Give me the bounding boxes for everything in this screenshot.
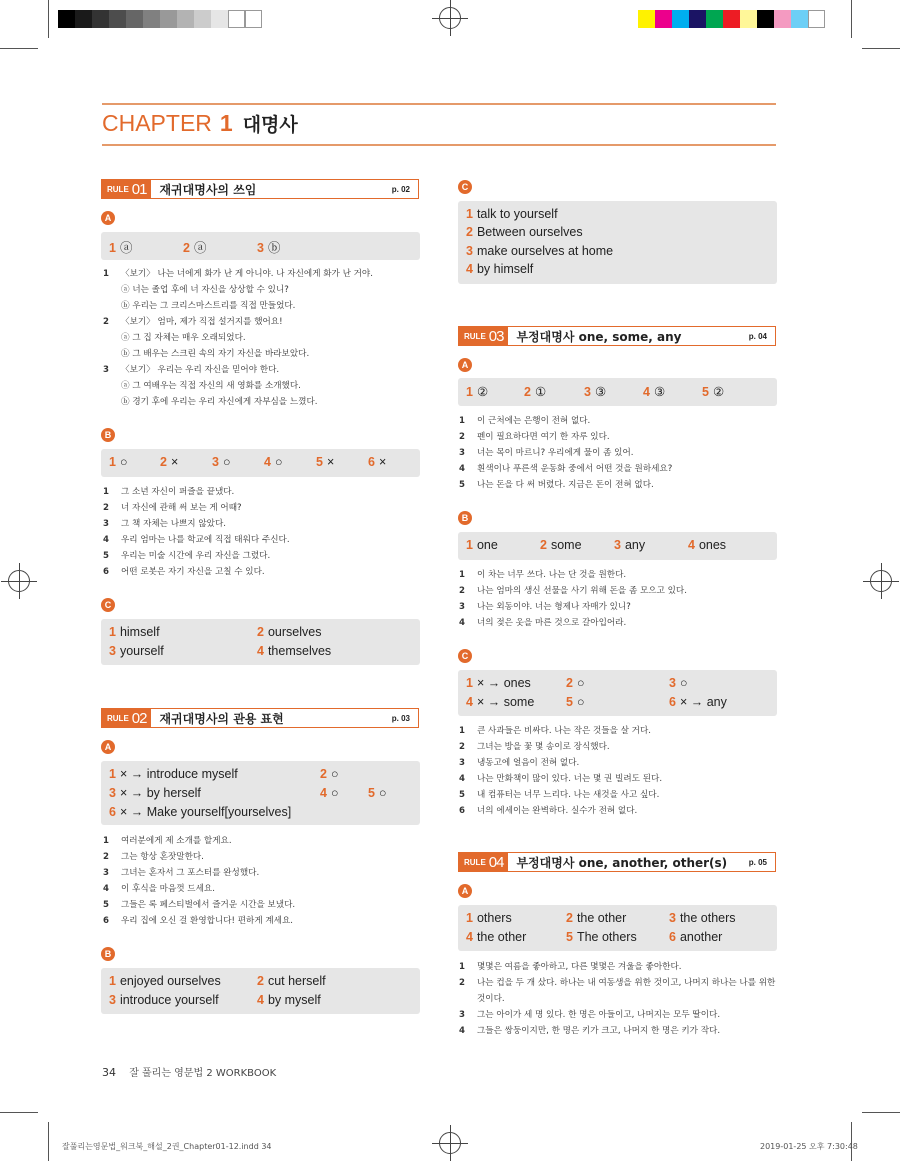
answer: 4 ○: [264, 455, 283, 469]
explanation-item: 3 그녀는 혼자서 그 포스터를 완성했다.: [103, 868, 260, 878]
answer: 4 ones: [688, 538, 727, 552]
answer: 5 The others: [566, 930, 637, 944]
explanation-list: [459, 567, 687, 631]
answer: 4 ③: [643, 385, 666, 399]
explanation-item: ⓑ 우리는 그 크리스마스트리를 직접 만들었다.: [121, 301, 296, 311]
answer: 2 ourselves: [257, 625, 322, 639]
explanation-list: [103, 833, 295, 929]
print-slug-file: 잘풀리는영문법_워크북_해설_2권_Chapter01-12.indd 34: [62, 1142, 272, 1151]
answer: 1 himself: [109, 625, 160, 639]
page-footer: [102, 1064, 276, 1079]
explanation-item: 3 냉동고에 얼음이 전혀 없다.: [459, 758, 580, 768]
answer: 1 ②: [466, 385, 489, 399]
explanation-item: 3 그 책 자체는 나쁘지 않았다.: [103, 519, 226, 529]
chapter-number: 1: [219, 110, 233, 136]
explanation-item: 3 〈보기〉 우리는 우리 자신을 믿어야 한다.: [103, 365, 280, 375]
explanation-item: ⓑ 그 배우는 스크린 속의 자기 자신을 바라보았다.: [121, 349, 310, 359]
rule-01-header: [101, 179, 419, 199]
answer: 2 ○: [320, 767, 339, 781]
explanation-item: 5 내 컴퓨터는 너무 느리다. 나는 새것을 사고 싶다.: [459, 790, 660, 800]
page-number: 34: [102, 1066, 116, 1079]
rule-title: 부정대명사 one, some, any: [516, 329, 682, 344]
explanation-item: 2 〈보기〉 엄마, 제가 직접 설거지를 했어요!: [103, 317, 283, 327]
answer: 6 × → Make yourself[yourselves]: [109, 805, 292, 819]
answer: 6 another: [669, 930, 723, 944]
crop-mark: [851, 0, 852, 38]
answer: 1 ⓐ: [109, 241, 133, 255]
answer: 3 the others: [669, 911, 736, 925]
answer: 1 others: [466, 911, 512, 925]
section-a-badge: A: [458, 884, 472, 898]
answer: 3 × → by herself: [109, 786, 201, 800]
book-title: 잘 풀리는 영문법 2 WORKBOOK: [129, 1068, 277, 1079]
rule-02-header: [101, 708, 419, 728]
rule-page: p. 04: [748, 331, 767, 341]
answer: 2 ×: [160, 455, 179, 469]
chapter-word: CHAPTER: [102, 110, 212, 136]
answer: 3 introduce yourself: [109, 993, 219, 1007]
answer: 2 Between ourselves: [466, 225, 583, 239]
answer: 4 ○: [320, 786, 339, 800]
explanation-item: 4 우리 엄마는 나를 학교에 직접 태워다 주신다.: [103, 535, 290, 545]
section-c-badge: C: [101, 598, 115, 612]
section-b-badge: B: [101, 947, 115, 961]
crop-mark: [0, 1112, 38, 1113]
explanation-item: 4 너의 젖은 옷을 마른 것으로 갈아입어라.: [459, 618, 627, 628]
rule-tag: RULE 02: [102, 709, 151, 727]
registration-mark-icon: [8, 570, 30, 592]
answer: 1 × → introduce myself: [109, 767, 238, 781]
section-a-badge: A: [101, 211, 115, 225]
answer: 5 ○: [368, 786, 387, 800]
chapter-rule-top: [102, 103, 776, 105]
print-slug-date: 2019-01-25 오후 7:30:48: [760, 1142, 858, 1151]
explanation-item: 3 너는 목이 마르니? 우리에게 물이 좀 있어.: [459, 448, 634, 458]
explanation-item: 2 너 자신에 관해 써 보는 게 어때?: [103, 503, 242, 513]
registration-mark-icon: [439, 1132, 461, 1154]
answer: 4 by himself: [466, 262, 534, 276]
answer: 1 one: [466, 538, 498, 552]
rule-03-header: [458, 326, 776, 346]
explanation-item: 1 이 차는 너무 쓰다. 나는 단 것을 원한다.: [459, 570, 627, 580]
explanation-item: ⓑ 경기 후에 우리는 우리 자신에게 자부심을 느꼈다.: [121, 397, 318, 407]
section-a-badge: A: [101, 740, 115, 754]
answer: 3 yourself: [109, 644, 164, 658]
answer: 3 make ourselves at home: [466, 244, 614, 258]
explanation-list: [103, 266, 373, 410]
explanation-item: 4 이 후식을 마음껏 드세요.: [103, 884, 215, 894]
answer: 2 cut herself: [257, 974, 326, 988]
crop-mark: [48, 0, 49, 38]
registration-mark-icon: [870, 570, 892, 592]
grayscale-swatches: [58, 10, 262, 28]
answer: 2 ○: [566, 676, 585, 690]
crop-mark: [862, 48, 900, 49]
answer: 2 the other: [566, 911, 627, 925]
explanation-list: [459, 413, 672, 493]
explanation-item: 1 〈보기〉 나는 너에게 화가 난 게 아니야. 나 자신에게 화가 난 거야.: [103, 269, 373, 279]
rule-page: p. 03: [391, 713, 410, 723]
answer: 3 ○: [212, 455, 231, 469]
answer: 5 ②: [702, 385, 725, 399]
explanation-item: 4 나는 만화책이 많이 있다. 너는 몇 권 빌려도 된다.: [459, 774, 663, 784]
answer: 2 ⓐ: [183, 241, 207, 255]
crop-mark: [0, 48, 38, 49]
rule-04-header: [458, 852, 776, 872]
answer: 3 ⓑ: [257, 241, 281, 255]
explanation-item: ⓐ 너는 졸업 후에 너 자신을 상상할 수 있니?: [121, 285, 289, 295]
answer: 2 ①: [524, 385, 547, 399]
explanation-item: ⓐ 그 여배우는 직접 자신의 새 영화를 소개했다.: [121, 381, 301, 391]
section-c-badge: C: [458, 180, 472, 194]
explanation-item: 4 흰색이나 푸른색 운동화 중에서 어떤 것을 원하세요?: [459, 464, 673, 474]
explanation-item: 2 그는 항상 혼잣말한다.: [103, 852, 204, 862]
answer: 3 any: [614, 538, 646, 552]
explanation-item: 3 그는 아이가 세 명 있다. 한 명은 아들이고, 나머지는 모두 딸이다.: [459, 1010, 721, 1020]
explanation-item: 5 우리는 미술 시간에 우리 자신을 그렸다.: [103, 551, 271, 561]
answer: 1 ○: [109, 455, 128, 469]
answer: 2 some: [540, 538, 582, 552]
answer: 5 ○: [566, 695, 585, 709]
answer: 6 ×: [368, 455, 387, 469]
chapter-rule-bottom: [102, 144, 776, 146]
answer: 3 ○: [669, 676, 688, 690]
explanation-item: ⓐ 그 집 자체는 매우 오래되었다.: [121, 333, 246, 343]
explanation-item: 2 나는 엄마의 생신 선물을 사기 위해 돈을 좀 모으고 있다.: [459, 586, 687, 596]
explanation-item: 1 그 소년 자신이 퍼즐을 끝냈다.: [103, 487, 235, 497]
explanation-item: 1 몇몇은 여름을 좋아하고, 다른 몇몇은 겨울을 좋아한다.: [459, 962, 682, 972]
answer: 4 themselves: [257, 644, 332, 658]
answer: 4 by myself: [257, 993, 321, 1007]
answer: 4 the other: [466, 930, 527, 944]
section-c-badge: C: [458, 649, 472, 663]
answer: 4 × → some: [466, 695, 535, 709]
explanation-item: 1 큰 사과들은 비싸다. 나는 작은 것들을 살 거다.: [459, 726, 652, 736]
answer: 1 talk to yourself: [466, 207, 558, 221]
section-b-badge: B: [458, 511, 472, 525]
rule-tag: RULE 03: [459, 327, 508, 345]
rule-tag: RULE 04: [459, 853, 508, 871]
answer: 1 enjoyed ourselves: [109, 974, 221, 988]
chapter-title: [102, 110, 298, 140]
answer: 1 × → ones: [466, 676, 531, 690]
rule-page: p. 05: [748, 857, 767, 867]
crop-mark: [48, 1122, 49, 1161]
explanation-item: 2 그녀는 방을 꽃 몇 송이로 장식했다.: [459, 742, 610, 752]
explanation-item: 2 나는 컵을 두 개 샀다. 하나는 내 여동생을 위한 것이고, 나머지 하나는 나를 위한 것이다.: [459, 978, 776, 1004]
explanation-item: 6 어떤 로봇은 자기 자신을 고칠 수 있다.: [103, 567, 265, 577]
rule-title: 부정대명사 one, another, other(s): [516, 855, 728, 870]
registration-mark-icon: [439, 7, 461, 29]
explanation-item: 5 그들은 록 페스티벌에서 즐거운 시간을 보냈다.: [103, 900, 296, 910]
explanation-item: 4 그들은 쌍둥이지만, 한 명은 키가 크고, 나머지 한 명은 키가 작다.: [459, 1026, 721, 1036]
explanation-item: 3 나는 외동이야. 너는 형제나 자매가 있니?: [459, 602, 631, 612]
answer: 3 ③: [584, 385, 607, 399]
section-b-badge: B: [101, 428, 115, 442]
section-a-badge: A: [458, 358, 472, 372]
rule-title: 재귀대명사의 관용 표현: [159, 711, 284, 726]
rule-page: p. 02: [391, 184, 410, 194]
explanation-list: [459, 723, 662, 819]
explanation-item: 6 우리 집에 오신 걸 환영합니다! 편하게 계세요.: [103, 916, 293, 926]
rule-title: 재귀대명사의 쓰임: [159, 182, 257, 197]
explanation-list: [103, 484, 290, 580]
explanation-item: 1 이 근처에는 은행이 전혀 없다.: [459, 416, 591, 426]
chapter-name: 대명사: [242, 114, 298, 136]
explanation-item: 1 여러분에게 제 소개를 할게요.: [103, 836, 232, 846]
explanation-item: 6 너의 에세이는 완벽하다. 실수가 전혀 없다.: [459, 806, 638, 816]
explanation-list: [459, 959, 777, 1039]
answer-box: [458, 378, 777, 406]
explanation-item: 5 나는 돈을 다 써 버렸다. 지금은 돈이 전혀 없다.: [459, 480, 654, 490]
answer: 5 ×: [316, 455, 335, 469]
crop-mark: [862, 1112, 900, 1113]
explanation-item: 2 펜이 필요하다면 여기 한 자루 있다.: [459, 432, 610, 442]
answer: 6 × → any: [669, 695, 727, 709]
rule-tag: RULE 01: [102, 180, 151, 198]
color-swatches: [638, 10, 825, 28]
